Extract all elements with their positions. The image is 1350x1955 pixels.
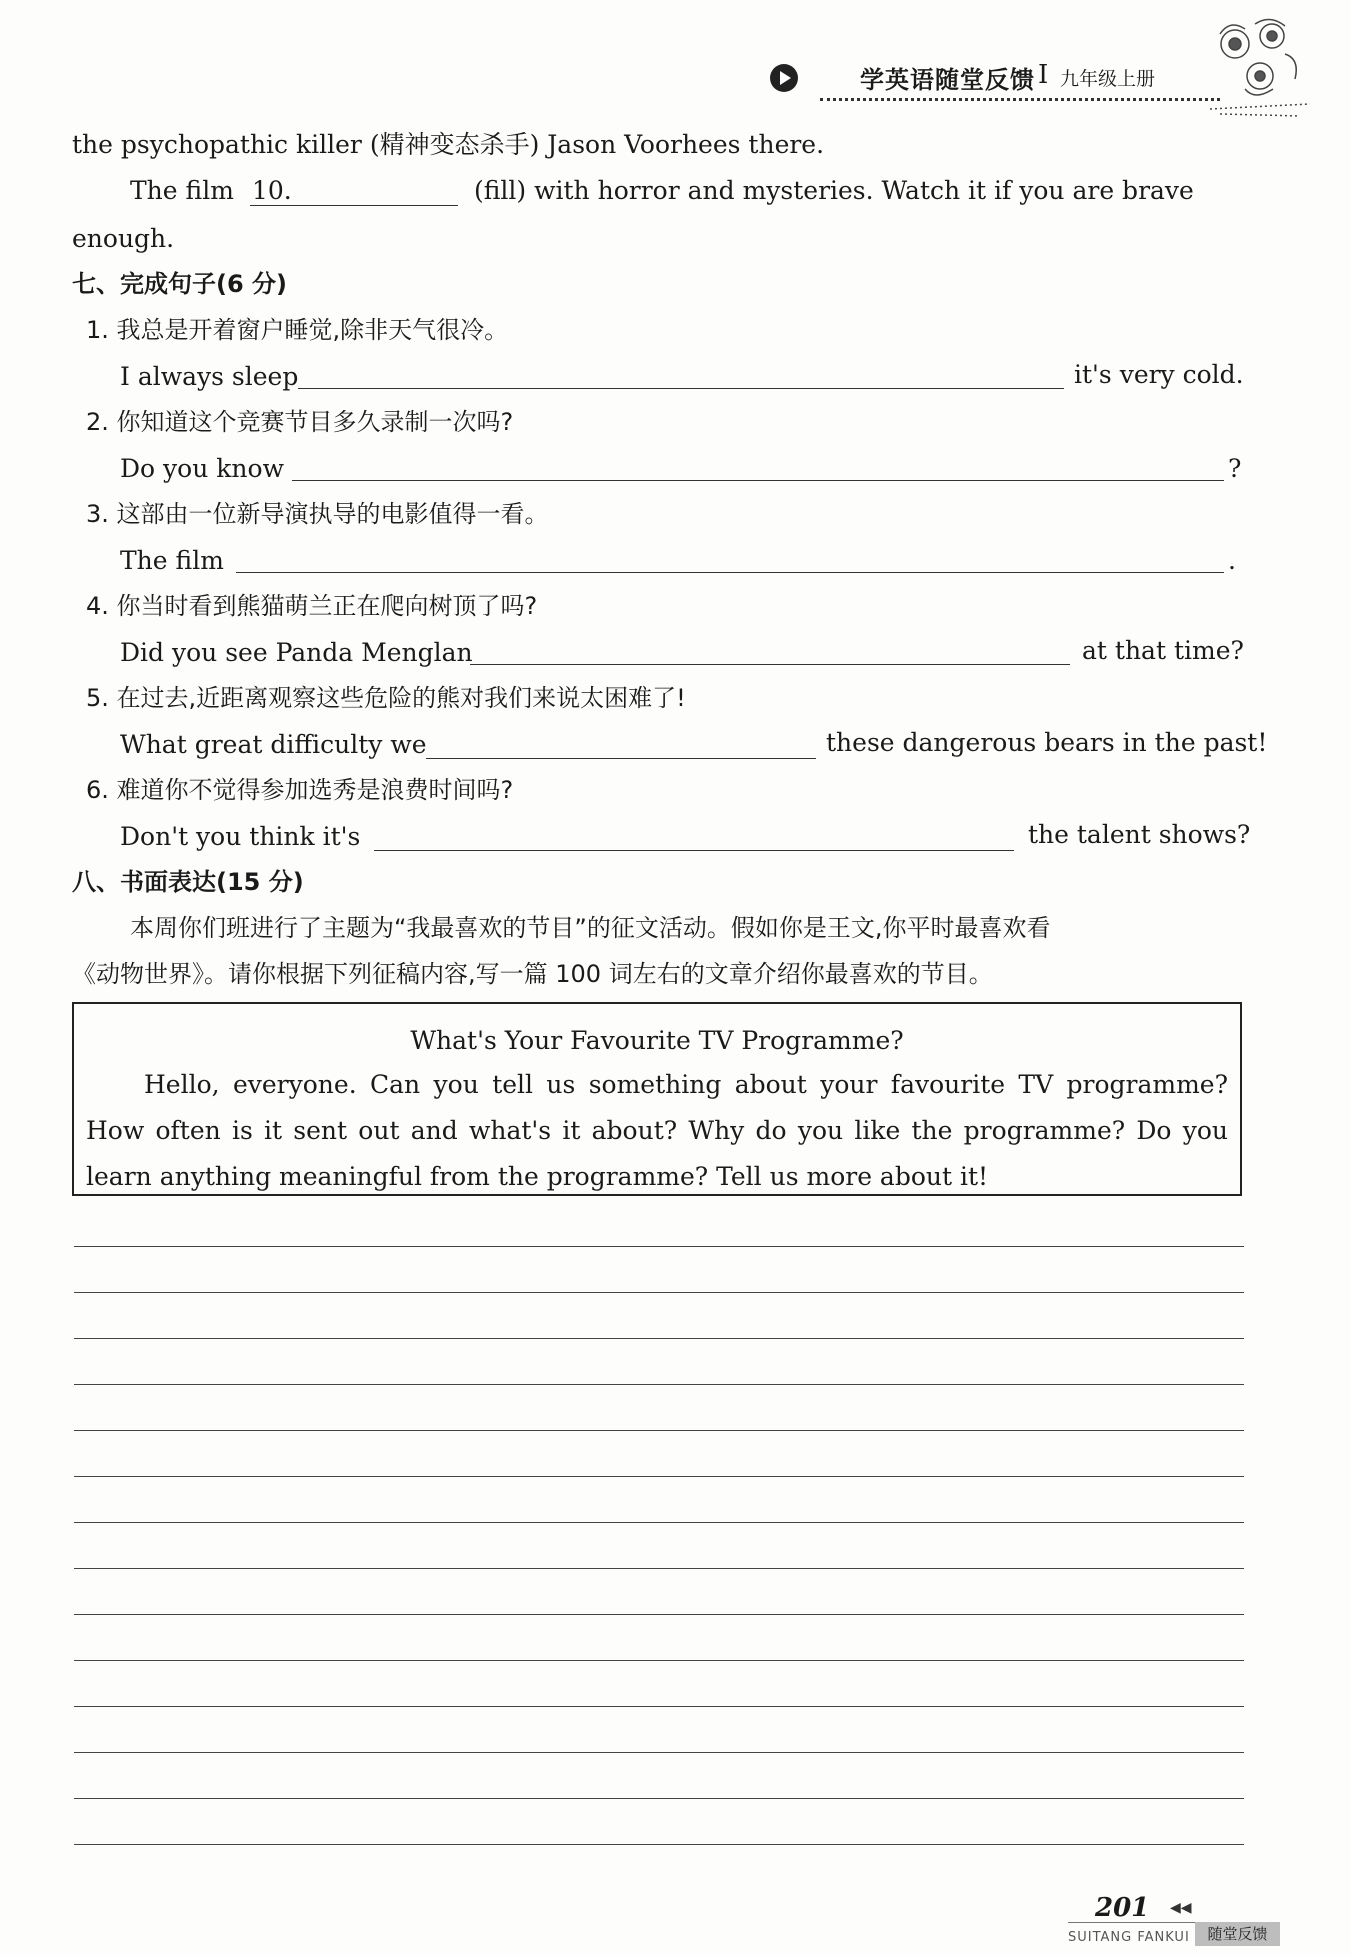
question-chinese: 4. 你当时看到熊猫萌兰正在爬向树顶了吗?	[86, 592, 538, 620]
answer-prefix: What great difficulty we	[120, 730, 427, 759]
answer-blank-4[interactable]	[470, 664, 1070, 665]
book-title: 学英语随堂反馈	[860, 66, 1035, 94]
writing-instructions: 本周你们班进行了主题为“我最喜欢的节目”的征文活动。假如你是王文,你平时最喜欢看	[130, 914, 1051, 942]
writing-line[interactable]	[74, 1384, 1244, 1385]
question-chinese: 2. 你知道这个竞赛节目多久录制一次吗?	[86, 408, 514, 436]
answer-blank-5[interactable]	[426, 758, 816, 759]
answer-suffix: the talent shows?	[1028, 820, 1251, 849]
answer-blank-1[interactable]	[298, 388, 1064, 389]
writing-line[interactable]	[74, 1292, 1244, 1293]
answer-blank-2[interactable]	[292, 480, 1224, 481]
writing-line[interactable]	[74, 1798, 1244, 1799]
question-chinese: 1. 我总是开着窗户睡觉,除非天气很冷。	[86, 316, 509, 344]
footer-badge: 随堂反馈	[1195, 1922, 1280, 1946]
section-title: 七、完成句子(6 分)	[72, 270, 287, 298]
writing-line[interactable]	[74, 1752, 1244, 1753]
writing-line[interactable]	[74, 1522, 1244, 1523]
answer-blank-3[interactable]	[236, 572, 1224, 573]
answer-blank-6[interactable]	[374, 850, 1014, 851]
title-separator: I	[1038, 60, 1049, 90]
answer-blank-10[interactable]	[250, 205, 458, 206]
passage-line: the psychopathic killer (精神变态杀手) Jason Voorhees there.	[72, 130, 825, 159]
page-number: 201	[1095, 1893, 1150, 1923]
answer-prefix: Don't you think it's	[120, 822, 361, 851]
header-dotted-rule	[820, 98, 1220, 101]
writing-line[interactable]	[74, 1614, 1244, 1615]
answer-prefix: I always sleep	[120, 362, 299, 391]
writing-instructions: 《动物世界》。请你根据下列征稿内容,写一篇 100 词左右的文章介绍你最喜欢的节目。	[72, 960, 993, 988]
answer-prefix: Did you see Panda Menglan	[120, 638, 473, 667]
double-arrow-left-icon: ◀◀	[1170, 1900, 1192, 1916]
blank-number: 10.	[252, 176, 292, 205]
answer-suffix: .	[1228, 546, 1236, 575]
answer-prefix: Do you know	[120, 454, 284, 483]
writing-line[interactable]	[74, 1430, 1244, 1431]
writing-line[interactable]	[74, 1476, 1244, 1477]
answer-suffix: it's very cold.	[1074, 360, 1244, 389]
answer-suffix: at that time?	[1082, 636, 1244, 665]
writing-line[interactable]	[74, 1568, 1244, 1569]
play-icon	[770, 64, 798, 92]
flower-decoration-icon	[1200, 14, 1320, 124]
passage-line-end: (fill) with horror and mysteries. Watch it if you are brave	[474, 176, 1194, 205]
question-chinese: 5. 在过去,近距离观察这些危险的熊对我们来说太困难了!	[86, 684, 686, 712]
writing-line[interactable]	[74, 1844, 1244, 1845]
answer-suffix: ?	[1228, 454, 1242, 483]
prompt-text: Hello, everyone. Can you tell us something about your favourite TV programme? How often is it sent out and what's it about? Why do you like the programme? Do you learn anything meaningful from the programme? Tell us more about it!	[86, 1070, 1228, 1191]
writing-line[interactable]	[74, 1246, 1244, 1247]
book-subtitle: 九年级上册	[1060, 68, 1156, 90]
writing-line[interactable]	[74, 1660, 1244, 1661]
answer-prefix: The film	[120, 546, 224, 575]
passage-line: enough.	[72, 224, 175, 253]
writing-line[interactable]	[74, 1338, 1244, 1339]
question-chinese: 6. 难道你不觉得参加选秀是浪费时间吗?	[86, 776, 514, 804]
writing-line[interactable]	[74, 1706, 1244, 1707]
section-title: 八、书面表达(15 分)	[72, 868, 304, 896]
writing-prompt-box	[72, 1002, 1242, 1196]
answer-suffix: these dangerous bears in the past!	[826, 728, 1268, 757]
question-chinese: 3. 这部由一位新导演执导的电影值得一看。	[86, 500, 549, 528]
prompt-title: What's Your Favourite TV Programme?	[410, 1026, 904, 1055]
footer-brand: SUITANG FANKUI	[1068, 1930, 1190, 1945]
passage-line-start: The film	[130, 176, 234, 205]
